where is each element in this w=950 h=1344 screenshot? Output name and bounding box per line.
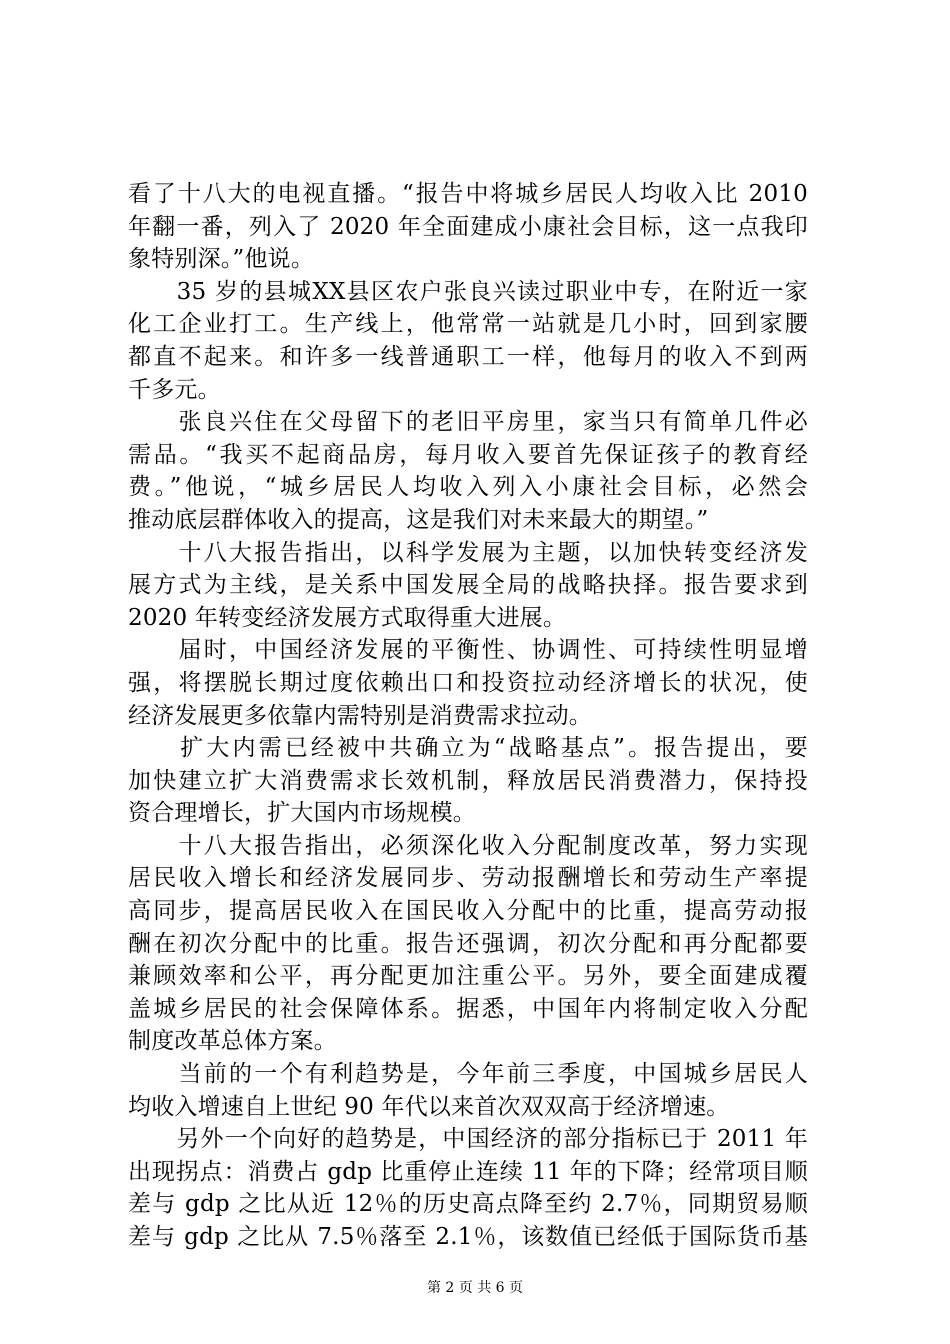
text-line: 化工企业打工。生产线上，他常常一站就是几小时，回到家腰 (128, 311, 808, 338)
text-line: 象特别深。”他说。 (128, 246, 315, 273)
text-line: 都直不起来。和许多一线普通职工一样，他每月的收入不到两 (128, 343, 808, 370)
text-line: 费。”他说，“城乡居民人均收入列入小康社会目标，必然会 (128, 474, 808, 501)
page-footer: 第 2 页 共 6 页 (426, 1280, 524, 1296)
text-line: 兼顾效率和公平，再分配更加注重公平。另外，要全面建成覆 (128, 963, 808, 990)
text-line: 35 岁的县城XX县区农户张良兴读过职业中专，在附近一家 (128, 278, 808, 305)
text-line: 千多元。 (128, 376, 221, 403)
text-line: 差与 gdp 之比从近 12％的历史高点降至约 2.7％，同期贸易顺 (128, 1191, 808, 1218)
text-line: 酬在初次分配中的比重。报告还强调，初次分配和再分配都要 (128, 930, 808, 957)
text-line: 张良兴住在父母留下的老旧平房里，家当只有简单几件必 (128, 409, 808, 436)
text-line: 经济发展更多依靠内需特别是消费需求拉动。 (128, 702, 592, 729)
text-line: 推动底层群体收入的提高，这是我们对未来最大的期望。” (128, 506, 709, 533)
text-line: 加快建立扩大消费需求长效机制，释放居民消费潜力，保持投 (128, 767, 808, 794)
text-line: 出现拐点：消费占 gdp 比重停止连续 11 年的下降；经常项目顺 (128, 1158, 808, 1185)
text-line: 当前的一个有利趋势是，今年前三季度，中国城乡居民人 (128, 1061, 808, 1088)
text-line: 年翻一番，列入了 2020 年全面建成小康社会目标，这一点我印 (128, 213, 808, 240)
text-line: 差与 gdp 之比从 7.5％落至 2.1％，该数值已经低于国际货币基 (128, 1224, 808, 1250)
text-line: 看了十八大的电视直播。“报告中将城乡居民人均收入比 2010 (128, 181, 808, 207)
text-line: 强，将摆脱长期过度依赖出口和投资拉动经济增长的状况，使 (128, 669, 808, 696)
text-line: 居民收入增长和经济发展同步、劳动报酬增长和劳动生产率提 (128, 865, 808, 892)
text-line: 十八大报告指出，以科学发展为主题，以加快转变经济发 (128, 539, 808, 566)
text-line: 均收入增速自上世纪 90 年代以来首次双双高于经济增速。 (128, 1093, 730, 1120)
text-line: 另外一个向好的趋势是，中国经济的部分指标已于 2011 年 (128, 1126, 808, 1153)
text-line: 制度改革总体方案。 (128, 1028, 337, 1055)
text-line: 资合理增长，扩大国内市场规模。 (128, 800, 476, 827)
text-line: 需品。“我买不起商品房，每月收入要首先保证孩子的教育经 (128, 441, 808, 468)
text-line: 盖城乡居民的社会保障体系。据悉，中国年内将制定收入分配 (128, 995, 808, 1022)
body-text (128, 178, 808, 1254)
text-line: 届时，中国经济发展的平衡性、协调性、可持续性明显增 (128, 637, 808, 664)
text-line: 十八大报告指出，必须深化收入分配制度改革，努力实现 (128, 832, 808, 859)
text-line: 2020 年转变经济发展方式取得重大进展。 (128, 604, 567, 631)
text-line: 展方式为主线，是关系中国发展全局的战略抉择。报告要求到 (128, 572, 808, 599)
text-line: 高同步，提高居民收入在国民收入分配中的比重，提高劳动报 (128, 898, 808, 925)
text-line: 扩大内需已经被中共确立为“战略基点”。报告提出，要 (128, 735, 808, 762)
